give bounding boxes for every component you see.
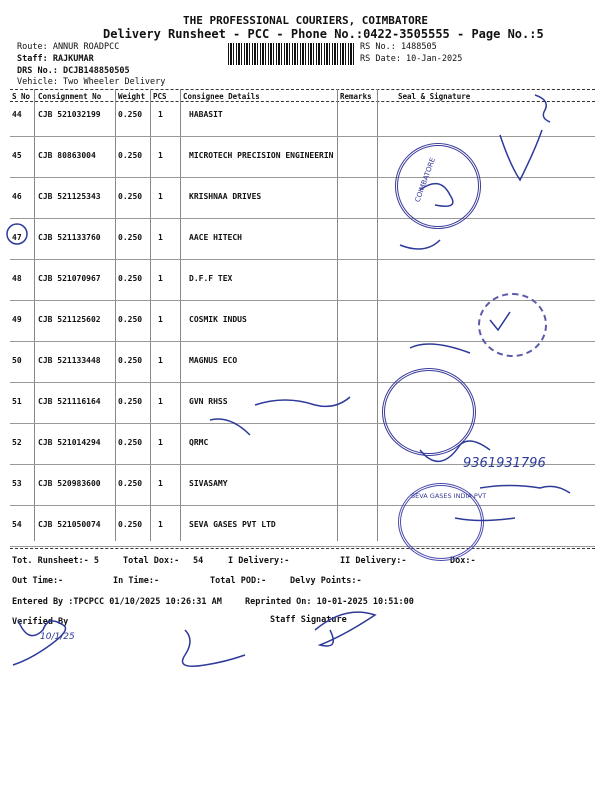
route: Route: ANNUR ROADPCC xyxy=(17,42,120,52)
rs-date: RS Date: 10-Jan-2025 xyxy=(360,54,463,64)
row-weight: 0.250 xyxy=(118,520,143,529)
row-pcs: 1 xyxy=(158,315,163,324)
row-consignment: CJB 521125602 xyxy=(38,315,101,324)
row-consignee: D.F.F TEX xyxy=(189,274,233,283)
in-time: In Time:- xyxy=(113,576,160,586)
row-sno: 48 xyxy=(12,274,22,283)
col-seal-signature: Seal & Signature xyxy=(398,92,471,101)
handwritten-date: 10/1/25 xyxy=(40,632,75,642)
row-consignment: CJB 521133760 xyxy=(38,233,101,242)
row-pcs: 1 xyxy=(158,233,163,242)
ii-delivery: II Delivery:- xyxy=(340,556,407,566)
seva-gases-stamp: SEVA GASES INDIA PVT xyxy=(398,483,484,561)
row-consignee: GVN RHSS xyxy=(189,397,228,406)
row-pcs: 1 xyxy=(158,192,163,201)
col-weight: Weight xyxy=(118,92,146,101)
row-consignee: MICROTECH PRECISION ENGINEERIN xyxy=(189,151,334,160)
row-consignment: CJB 521050074 xyxy=(38,520,101,529)
row-weight: 0.250 xyxy=(118,192,143,201)
row-consignment: CJB 521032199 xyxy=(38,110,101,119)
dox-secondary: Dox:- xyxy=(450,556,476,566)
row-sno: 51 xyxy=(12,397,22,406)
row-weight: 0.250 xyxy=(118,356,143,365)
row-consignee: SIVASAMY xyxy=(189,479,228,488)
col-consignment: Consignment No xyxy=(38,92,102,101)
runsheet-title: Delivery Runsheet - PCC - Phone No.:0422-3505555 - Page No.:5 xyxy=(103,27,544,41)
total-runsheet: Tot. Runsheet:- 5 xyxy=(12,556,99,566)
row-consignee: AACE HITECH xyxy=(189,233,242,242)
col-pcs: PCS xyxy=(153,92,167,101)
row-pcs: 1 xyxy=(158,479,163,488)
row-weight: 0.250 xyxy=(118,315,143,324)
staff-signature-label: Staff Signature xyxy=(270,615,347,625)
coimbatore-stamp: COIMBATORE xyxy=(395,143,481,229)
row-pcs: 1 xyxy=(158,110,163,119)
row-sno: 52 xyxy=(12,438,22,447)
entered-by: Entered By :TPCPCC 01/10/2025 10:26:31 AM xyxy=(12,597,222,607)
row-consignment: CJB 521070967 xyxy=(38,274,101,283)
row-sno: 49 xyxy=(12,315,22,324)
row-consignment: CJB 521125343 xyxy=(38,192,101,201)
row-sno: 53 xyxy=(12,479,22,488)
handwritten-phone: 9361931796 xyxy=(463,456,546,471)
row-consignment: CJB 80863004 xyxy=(38,151,96,160)
row-sno: 44 xyxy=(12,110,22,119)
row-consignment: CJB 521116164 xyxy=(38,397,101,406)
rs-number: RS No.: 1488505 xyxy=(360,42,437,52)
row-weight: 0.250 xyxy=(118,397,143,406)
col-consignee: Consignee Details xyxy=(183,92,260,101)
row-consignment: CJB 521014294 xyxy=(38,438,101,447)
row-pcs: 1 xyxy=(158,274,163,283)
staff: Staff: RAJKUMAR xyxy=(17,54,94,64)
row-consignment: CJB 520983600 xyxy=(38,479,101,488)
col-remarks: Remarks xyxy=(340,92,372,101)
row-consignee: SEVA GASES PVT LTD xyxy=(189,520,276,529)
row-weight: 0.250 xyxy=(118,110,143,119)
row-sno: 54 xyxy=(12,520,22,529)
row-pcs: 1 xyxy=(158,356,163,365)
i-delivery: I Delivery:- xyxy=(228,556,290,566)
row-sno: 50 xyxy=(12,356,22,365)
total-dox-count: 54 xyxy=(193,556,204,566)
col-sno: S No xyxy=(12,92,31,101)
reprinted-on: Reprinted On: 10-01-2025 10:51:00 xyxy=(245,597,414,607)
row-consignee: KRISHNAA DRIVES xyxy=(189,192,262,201)
company-name: THE PROFESSIONAL COURIERS, COIMBATORE xyxy=(183,14,429,27)
row-pcs: 1 xyxy=(158,397,163,406)
total-dox-label: Total Dox:- xyxy=(123,556,180,566)
drs-number: DRS No.: DCJB148850505 xyxy=(17,66,130,76)
row-weight: 0.250 xyxy=(118,233,143,242)
total-pod: Total POD:- xyxy=(210,576,267,586)
row-pcs: 1 xyxy=(158,438,163,447)
row-sno: 46 xyxy=(12,192,22,201)
row-consignee: QRMC xyxy=(189,438,209,447)
row-weight: 0.250 xyxy=(118,479,143,488)
delvy-points: Delvy Points:- xyxy=(290,576,362,586)
row-consignee: COSMIK INDUS xyxy=(189,315,247,324)
row-weight: 0.250 xyxy=(118,438,143,447)
row-weight: 0.250 xyxy=(118,151,143,160)
verified-by-label: Verified By xyxy=(12,617,69,627)
row-weight: 0.250 xyxy=(118,274,143,283)
vehicle: Vehicle: Two Wheeler Delivery xyxy=(17,77,166,87)
row-pcs: 1 xyxy=(158,520,163,529)
row-consignee: HABASIT xyxy=(189,110,223,119)
row-sno: 45 xyxy=(12,151,22,160)
row-pcs: 1 xyxy=(158,151,163,160)
row-sno: 47 xyxy=(12,233,22,242)
row-consignee: MAGNUS ECO xyxy=(189,356,238,365)
row-consignment: CJB 521133448 xyxy=(38,356,101,365)
out-time: Out Time:- xyxy=(12,576,64,586)
